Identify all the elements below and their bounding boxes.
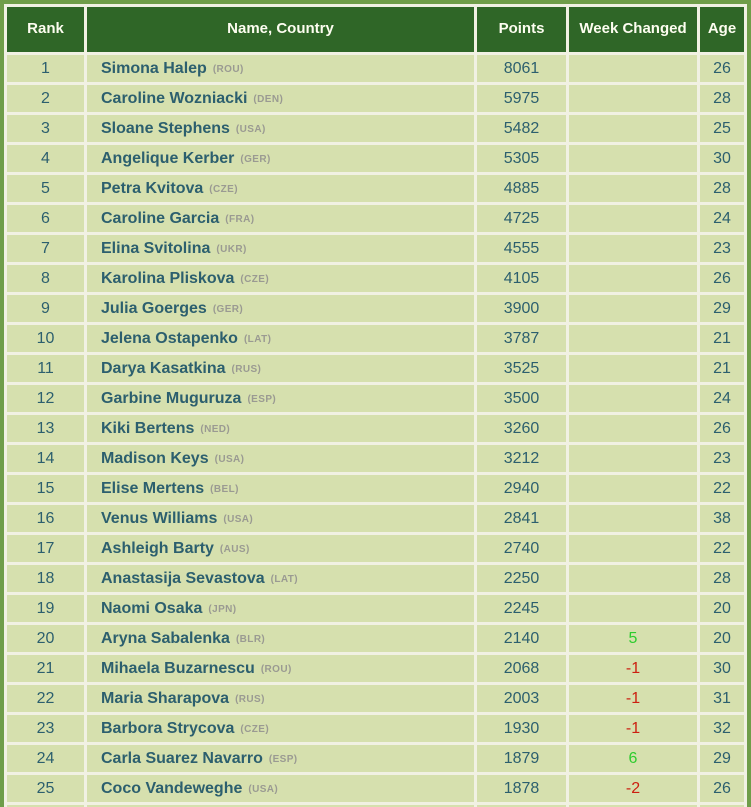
age-cell: 31 bbox=[700, 685, 744, 712]
age-cell: 30 bbox=[700, 655, 744, 682]
player-name: Barbora Strycova bbox=[101, 719, 235, 737]
name-cell bbox=[87, 115, 474, 142]
week-changed-cell bbox=[569, 505, 697, 532]
column-header-age: Age bbox=[700, 7, 744, 52]
age-cell: 26 bbox=[700, 415, 744, 442]
rank-cell: 6 bbox=[7, 205, 84, 232]
age-cell: 29 bbox=[700, 295, 744, 322]
country-code: (BLR) bbox=[235, 633, 266, 645]
country-code: (RUS) bbox=[231, 363, 262, 375]
week-changed-cell bbox=[569, 295, 697, 322]
week-changed-cell bbox=[569, 265, 697, 292]
table-row bbox=[7, 535, 744, 562]
points-cell: 4885 bbox=[477, 175, 566, 202]
country-code: (CZE) bbox=[209, 183, 238, 195]
country-code: (USA) bbox=[248, 783, 279, 795]
rank-cell: 18 bbox=[7, 565, 84, 592]
rankings-table bbox=[4, 4, 747, 807]
rank-cell: 14 bbox=[7, 445, 84, 472]
age-cell: 28 bbox=[700, 85, 744, 112]
name-cell bbox=[87, 625, 474, 652]
age-cell: 24 bbox=[700, 205, 744, 232]
table-row bbox=[7, 385, 744, 412]
country-code: (AUS) bbox=[219, 543, 250, 555]
week-changed-cell bbox=[569, 475, 697, 502]
country-code: (ESP) bbox=[268, 753, 298, 765]
name-cell bbox=[87, 655, 474, 682]
player-name: Simona Halep bbox=[101, 59, 207, 77]
player-name: Caroline Garcia bbox=[101, 209, 220, 227]
name-cell bbox=[87, 175, 474, 202]
player-name: Madison Keys bbox=[101, 449, 209, 467]
points-cell: 1878 bbox=[477, 775, 566, 802]
name-cell bbox=[87, 775, 474, 802]
points-cell: 8061 bbox=[477, 55, 566, 82]
table-row bbox=[7, 625, 744, 652]
rank-cell: 10 bbox=[7, 325, 84, 352]
name-cell bbox=[87, 505, 474, 532]
points-cell: 3900 bbox=[477, 295, 566, 322]
week-changed-cell: 5 bbox=[569, 625, 697, 652]
name-cell bbox=[87, 205, 474, 232]
age-cell: 22 bbox=[700, 475, 744, 502]
points-cell: 5975 bbox=[477, 85, 566, 112]
age-cell: 26 bbox=[700, 775, 744, 802]
age-cell: 28 bbox=[700, 175, 744, 202]
player-name: Garbine Muguruza bbox=[101, 389, 242, 407]
week-changed-cell: -2 bbox=[569, 775, 697, 802]
points-cell: 3525 bbox=[477, 355, 566, 382]
points-cell: 3787 bbox=[477, 325, 566, 352]
country-code: (DEN) bbox=[253, 93, 284, 105]
column-header-name-country: Name, Country bbox=[87, 7, 474, 52]
rank-cell: 21 bbox=[7, 655, 84, 682]
country-code: (ROU) bbox=[260, 663, 292, 675]
week-changed-cell bbox=[569, 85, 697, 112]
rank-cell: 20 bbox=[7, 625, 84, 652]
player-name: Jelena Ostapenko bbox=[101, 329, 238, 347]
table-row bbox=[7, 115, 744, 142]
week-changed-cell bbox=[569, 565, 697, 592]
age-cell: 22 bbox=[700, 535, 744, 562]
country-code: (USA) bbox=[223, 513, 254, 525]
name-cell bbox=[87, 445, 474, 472]
rank-cell: 17 bbox=[7, 535, 84, 562]
table-row bbox=[7, 745, 744, 772]
country-code: (GER) bbox=[240, 153, 271, 165]
age-cell: 28 bbox=[700, 565, 744, 592]
player-name: Aryna Sabalenka bbox=[101, 629, 230, 647]
table-row bbox=[7, 475, 744, 502]
name-cell bbox=[87, 55, 474, 82]
country-code: (UKR) bbox=[216, 243, 247, 255]
name-cell bbox=[87, 685, 474, 712]
week-changed-cell bbox=[569, 115, 697, 142]
player-name: Julia Goerges bbox=[101, 299, 207, 317]
column-header-points: Points bbox=[477, 7, 566, 52]
player-name: Petra Kvitova bbox=[101, 179, 204, 197]
points-cell: 4105 bbox=[477, 265, 566, 292]
age-cell: 26 bbox=[700, 55, 744, 82]
table-body bbox=[7, 55, 744, 807]
column-header-week-changed: Week Changed bbox=[569, 7, 697, 52]
age-cell: 29 bbox=[700, 745, 744, 772]
table-row bbox=[7, 205, 744, 232]
player-name: Anastasija Sevastova bbox=[101, 569, 265, 587]
country-code: (CZE) bbox=[240, 723, 270, 735]
rank-cell: 16 bbox=[7, 505, 84, 532]
name-cell bbox=[87, 235, 474, 262]
age-cell: 20 bbox=[700, 625, 744, 652]
rank-cell: 12 bbox=[7, 385, 84, 412]
table-row bbox=[7, 715, 744, 742]
points-cell: 2940 bbox=[477, 475, 566, 502]
rank-cell: 8 bbox=[7, 265, 84, 292]
country-code: (JPN) bbox=[208, 603, 237, 615]
country-code: (USA) bbox=[235, 123, 266, 135]
table-row bbox=[7, 415, 744, 442]
points-cell: 4555 bbox=[477, 235, 566, 262]
table-row bbox=[7, 685, 744, 712]
table-row bbox=[7, 265, 744, 292]
player-name: Coco Vandeweghe bbox=[101, 779, 243, 797]
points-cell: 2740 bbox=[477, 535, 566, 562]
rank-cell: 3 bbox=[7, 115, 84, 142]
points-cell: 3212 bbox=[477, 445, 566, 472]
age-cell: 23 bbox=[700, 445, 744, 472]
player-name: Maria Sharapova bbox=[101, 689, 230, 707]
rank-cell: 2 bbox=[7, 85, 84, 112]
week-changed-cell bbox=[569, 415, 697, 442]
points-cell: 2250 bbox=[477, 565, 566, 592]
points-cell: 2140 bbox=[477, 625, 566, 652]
week-changed-cell bbox=[569, 385, 697, 412]
week-changed-cell bbox=[569, 355, 697, 382]
week-changed-cell bbox=[569, 55, 697, 82]
rank-cell: 24 bbox=[7, 745, 84, 772]
player-name: Elise Mertens bbox=[101, 479, 205, 497]
table-row bbox=[7, 775, 744, 802]
name-cell bbox=[87, 145, 474, 172]
player-name: Venus Williams bbox=[101, 509, 218, 527]
points-cell: 3260 bbox=[477, 415, 566, 442]
rank-cell: 11 bbox=[7, 355, 84, 382]
table-header bbox=[7, 7, 744, 52]
country-code: (GER) bbox=[212, 303, 244, 315]
age-cell: 20 bbox=[700, 595, 744, 622]
rank-cell: 25 bbox=[7, 775, 84, 802]
name-cell bbox=[87, 595, 474, 622]
week-changed-cell bbox=[569, 145, 697, 172]
country-code: (RUS) bbox=[235, 693, 265, 705]
column-header-rank: Rank bbox=[7, 7, 84, 52]
table-row bbox=[7, 595, 744, 622]
table-row bbox=[7, 295, 744, 322]
name-cell bbox=[87, 475, 474, 502]
age-cell: 38 bbox=[700, 505, 744, 532]
name-cell bbox=[87, 265, 474, 292]
name-cell bbox=[87, 85, 474, 112]
country-code: (CZE) bbox=[240, 273, 270, 285]
age-cell: 21 bbox=[700, 325, 744, 352]
country-code: (LAT) bbox=[270, 573, 299, 585]
table-row bbox=[7, 175, 744, 202]
points-cell: 4725 bbox=[477, 205, 566, 232]
country-code: (ESP) bbox=[247, 393, 277, 405]
player-name: Naomi Osaka bbox=[101, 599, 203, 617]
table-row bbox=[7, 85, 744, 112]
table-row bbox=[7, 325, 744, 352]
points-cell: 2003 bbox=[477, 685, 566, 712]
points-cell: 3500 bbox=[477, 385, 566, 412]
player-name: Angelique Kerber bbox=[101, 149, 235, 167]
player-name: Mihaela Buzarnescu bbox=[101, 659, 255, 677]
player-name: Elina Svitolina bbox=[101, 239, 211, 257]
age-cell: 21 bbox=[700, 355, 744, 382]
country-code: (FRA) bbox=[225, 213, 255, 225]
name-cell bbox=[87, 295, 474, 322]
table-row bbox=[7, 505, 744, 532]
points-cell: 5305 bbox=[477, 145, 566, 172]
table-row bbox=[7, 445, 744, 472]
country-code: (USA) bbox=[214, 453, 245, 465]
player-name: Karolina Pliskova bbox=[101, 269, 235, 287]
country-code: (BEL) bbox=[210, 483, 239, 495]
rank-cell: 23 bbox=[7, 715, 84, 742]
points-cell: 1930 bbox=[477, 715, 566, 742]
table-row bbox=[7, 235, 744, 262]
points-cell: 2068 bbox=[477, 655, 566, 682]
country-code: (ROU) bbox=[212, 63, 244, 75]
week-changed-cell: -1 bbox=[569, 655, 697, 682]
points-cell: 2245 bbox=[477, 595, 566, 622]
points-cell: 2841 bbox=[477, 505, 566, 532]
country-code: (LAT) bbox=[243, 333, 272, 345]
week-changed-cell bbox=[569, 535, 697, 562]
table-row bbox=[7, 145, 744, 172]
week-changed-cell: 6 bbox=[569, 745, 697, 772]
week-changed-cell bbox=[569, 595, 697, 622]
player-name: Ashleigh Barty bbox=[101, 539, 214, 557]
name-cell bbox=[87, 325, 474, 352]
week-changed-cell bbox=[569, 445, 697, 472]
rank-cell: 19 bbox=[7, 595, 84, 622]
rank-cell: 15 bbox=[7, 475, 84, 502]
rank-cell: 9 bbox=[7, 295, 84, 322]
name-cell bbox=[87, 745, 474, 772]
name-cell bbox=[87, 385, 474, 412]
player-name: Carla Suarez Navarro bbox=[101, 749, 263, 767]
age-cell: 25 bbox=[700, 115, 744, 142]
name-cell bbox=[87, 715, 474, 742]
table-row bbox=[7, 55, 744, 82]
week-changed-cell bbox=[569, 325, 697, 352]
week-changed-cell: -1 bbox=[569, 685, 697, 712]
header-row bbox=[7, 7, 744, 52]
age-cell: 30 bbox=[700, 145, 744, 172]
rank-cell: 5 bbox=[7, 175, 84, 202]
name-cell bbox=[87, 565, 474, 592]
table-row bbox=[7, 565, 744, 592]
points-cell: 5482 bbox=[477, 115, 566, 142]
rank-cell: 22 bbox=[7, 685, 84, 712]
week-changed-cell: -1 bbox=[569, 715, 697, 742]
table-row bbox=[7, 355, 744, 382]
age-cell: 32 bbox=[700, 715, 744, 742]
player-name: Kiki Bertens bbox=[101, 419, 195, 437]
age-cell: 23 bbox=[700, 235, 744, 262]
table-row bbox=[7, 655, 744, 682]
name-cell bbox=[87, 415, 474, 442]
country-code: (NED) bbox=[200, 423, 231, 435]
points-cell: 1879 bbox=[477, 745, 566, 772]
week-changed-cell bbox=[569, 235, 697, 262]
week-changed-cell bbox=[569, 205, 697, 232]
player-name: Darya Kasatkina bbox=[101, 359, 226, 377]
rank-cell: 1 bbox=[7, 55, 84, 82]
age-cell: 26 bbox=[700, 265, 744, 292]
rank-cell: 7 bbox=[7, 235, 84, 262]
player-name: Sloane Stephens bbox=[101, 119, 230, 137]
age-cell: 24 bbox=[700, 385, 744, 412]
name-cell bbox=[87, 355, 474, 382]
rank-cell: 13 bbox=[7, 415, 84, 442]
week-changed-cell bbox=[569, 175, 697, 202]
rank-cell: 4 bbox=[7, 145, 84, 172]
name-cell bbox=[87, 535, 474, 562]
player-name: Caroline Wozniacki bbox=[101, 89, 248, 107]
